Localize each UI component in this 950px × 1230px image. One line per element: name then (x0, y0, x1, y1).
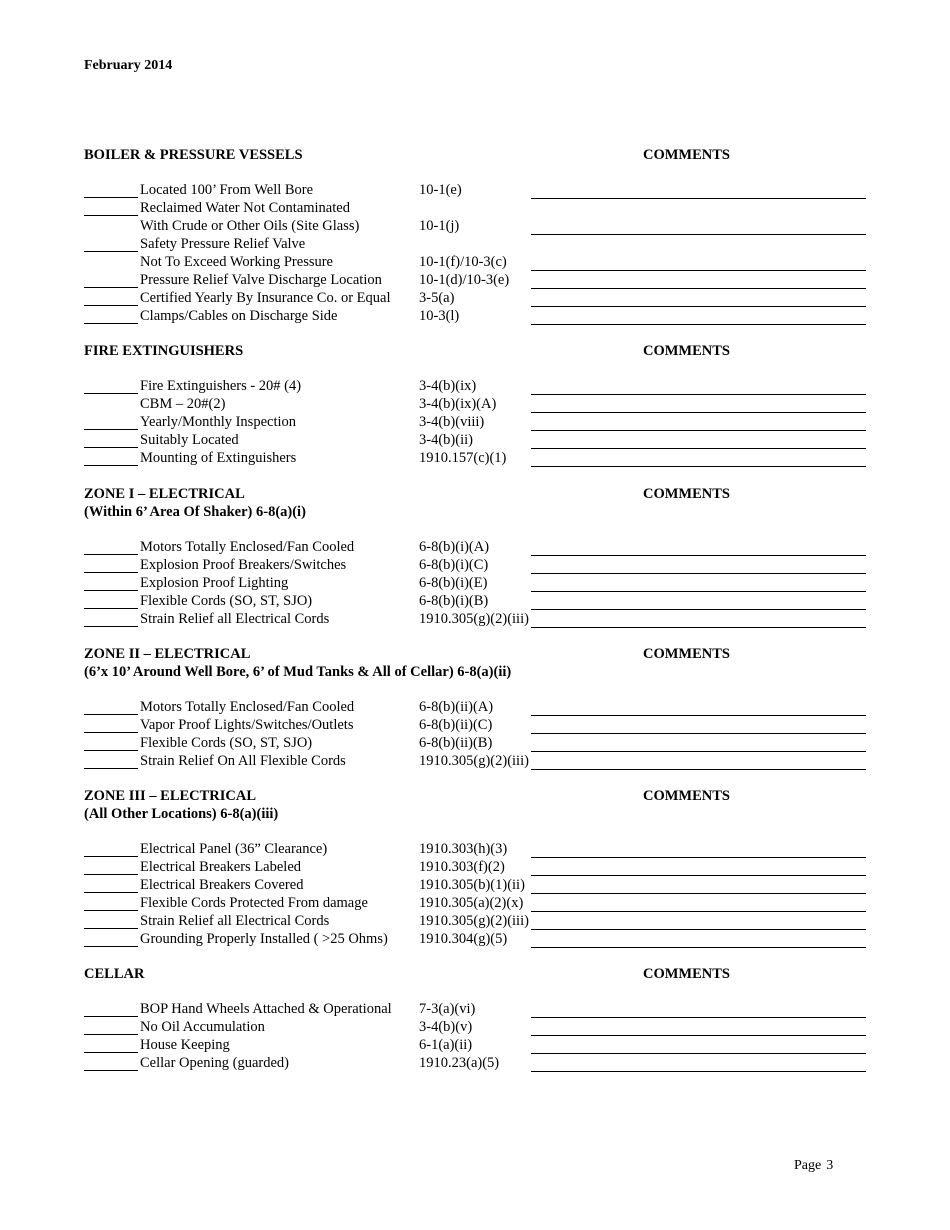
checklist-item (84, 254, 884, 272)
section-zone-ii-electrical (84, 646, 884, 771)
checklist-item (84, 218, 884, 236)
comment-line[interactable] (531, 198, 866, 199)
comment-line[interactable] (531, 715, 866, 716)
check-blank-line[interactable] (84, 768, 138, 769)
checklist-item (84, 200, 884, 218)
regulation-reference: 10-1(d)/10-3(e) (419, 272, 510, 288)
comment-line[interactable] (531, 324, 866, 325)
comment-line[interactable] (531, 857, 866, 858)
item-label: Strain Relief all Electrical Cords (140, 913, 330, 929)
regulation-reference: 6-8(b)(ii)(A) (419, 699, 494, 715)
comment-line[interactable] (531, 893, 866, 894)
checklist-item (84, 717, 884, 735)
comments-heading: COMMENTS (643, 788, 730, 804)
section-subtitle: (All Other Locations) 6-8(a)(iii) (84, 806, 279, 822)
regulation-reference: 10-3(l) (419, 308, 460, 324)
checklist-item (84, 557, 884, 575)
check-blank-line[interactable] (84, 892, 138, 893)
item-label: Cellar Opening (guarded) (140, 1055, 289, 1071)
comments-heading: COMMENTS (643, 486, 730, 502)
check-blank-line[interactable] (84, 393, 138, 394)
check-blank-line[interactable] (84, 215, 138, 216)
check-blank-line[interactable] (84, 1034, 138, 1035)
check-blank-line[interactable] (84, 608, 138, 609)
regulation-reference: 6-8(b)(ii)(C) (419, 717, 493, 733)
item-label: Certified Yearly By Insurance Co. or Equal (140, 290, 391, 306)
check-blank-line[interactable] (84, 554, 138, 555)
regulation-reference: 3-4(b)(ix) (419, 378, 477, 394)
comment-line[interactable] (531, 448, 866, 449)
checklist-item (84, 308, 884, 326)
item-label: Mounting of Extinguishers (140, 450, 297, 466)
comment-line[interactable] (531, 1035, 866, 1036)
checklist-item (84, 1055, 884, 1073)
check-blank-line[interactable] (84, 447, 138, 448)
comment-line[interactable] (531, 947, 866, 948)
regulation-reference: 6-1(a)(ii) (419, 1037, 473, 1053)
checklist-item (84, 913, 884, 931)
item-label: Located 100’ From Well Bore (140, 182, 314, 198)
check-blank-line[interactable] (84, 572, 138, 573)
page-number: 3 (826, 1158, 834, 1173)
checklist-item (84, 290, 884, 308)
comment-line[interactable] (531, 1071, 866, 1072)
document-date: February 2014 (84, 58, 173, 73)
comment-line[interactable] (531, 270, 866, 271)
item-label: Flexible Cords (SO, ST, SJO) (140, 735, 313, 751)
section-title: ZONE I – ELECTRICAL (84, 486, 245, 502)
regulation-reference: 6-8(b)(i)(E) (419, 575, 488, 591)
check-blank-line[interactable] (84, 465, 138, 466)
checklist-item (84, 859, 884, 877)
regulation-reference: 10-1(j) (419, 218, 460, 234)
section-header (84, 646, 884, 664)
comment-line[interactable] (531, 929, 866, 930)
comment-line[interactable] (531, 394, 866, 395)
regulation-reference: 1910.303(h)(3) (419, 841, 508, 857)
checklist-item (84, 895, 884, 913)
comment-line[interactable] (531, 306, 866, 307)
regulation-reference: 3-4(b)(ii) (419, 432, 473, 448)
item-label: No Oil Accumulation (140, 1019, 265, 1035)
check-blank-line[interactable] (84, 626, 138, 627)
section-zone-i-electrical (84, 486, 884, 629)
item-label: Fire Extinguishers - 20# (4) (140, 378, 302, 394)
comment-line[interactable] (531, 1017, 866, 1018)
regulation-reference: 1910.305(g)(2)(iii) (419, 913, 529, 929)
section-header (84, 788, 884, 806)
comment-line[interactable] (531, 430, 866, 431)
check-blank-line[interactable] (84, 429, 138, 430)
checklist-item (84, 539, 884, 557)
item-label: Grounding Properly Installed ( >25 Ohms) (140, 931, 388, 947)
check-blank-line[interactable] (84, 1016, 138, 1017)
item-label: BOP Hand Wheels Attached & Operational (140, 1001, 392, 1017)
checklist-item (84, 236, 884, 254)
check-blank-line[interactable] (84, 910, 138, 911)
page-footer (794, 1158, 833, 1174)
check-blank-line[interactable] (84, 287, 138, 288)
item-label: Flexible Cords Protected From damage (140, 895, 368, 911)
checklist-item (84, 877, 884, 895)
check-blank-line[interactable] (84, 251, 138, 252)
section-title: ZONE II – ELECTRICAL (84, 646, 251, 662)
item-label: Electrical Breakers Covered (140, 877, 304, 893)
item-label: Explosion Proof Breakers/Switches (140, 557, 347, 573)
item-label: Strain Relief all Electrical Cords (140, 611, 330, 627)
item-label: Suitably Located (140, 432, 239, 448)
comment-line[interactable] (531, 751, 866, 752)
check-blank-line[interactable] (84, 732, 138, 733)
check-blank-line[interactable] (84, 856, 138, 857)
checklist-item (84, 699, 884, 717)
item-label: Vapor Proof Lights/Switches/Outlets (140, 717, 354, 733)
comment-line[interactable] (531, 591, 866, 592)
check-blank-line[interactable] (84, 1052, 138, 1053)
checklist-item (84, 575, 884, 593)
comment-line[interactable] (531, 733, 866, 734)
checklist-item (84, 450, 884, 468)
regulation-reference: 1910.303(f)(2) (419, 859, 505, 875)
check-blank-line[interactable] (84, 928, 138, 929)
section-zone-iii-electrical (84, 788, 884, 949)
regulation-reference: 1910.304(g)(5) (419, 931, 508, 947)
regulation-reference: 1910.305(b)(1)(ii) (419, 877, 525, 893)
regulation-reference: 3-4(b)(ix)(A) (419, 396, 497, 412)
comment-line[interactable] (531, 911, 866, 912)
regulation-reference: 6-8(b)(i)(C) (419, 557, 489, 573)
comment-line[interactable] (531, 1053, 866, 1054)
regulation-reference: 1910.23(a)(5) (419, 1055, 500, 1071)
regulation-reference: 6-8(b)(ii)(B) (419, 735, 493, 751)
checklist-item (84, 1001, 884, 1019)
comments-heading: COMMENTS (643, 966, 730, 982)
checklist-item (84, 753, 884, 771)
item-label: With Crude or Other Oils (Site Glass) (140, 218, 360, 234)
comment-line[interactable] (531, 627, 866, 628)
section-subtitle: (Within 6’ Area Of Shaker) 6-8(a)(i) (84, 504, 306, 520)
comment-line[interactable] (531, 769, 866, 770)
check-blank-line[interactable] (84, 714, 138, 715)
comment-line[interactable] (531, 234, 866, 235)
regulation-reference: 1910.305(a)(2)(x) (419, 895, 524, 911)
item-label: Pressure Relief Valve Discharge Location (140, 272, 382, 288)
item-label: Electrical Panel (36” Clearance) (140, 841, 328, 857)
check-blank-line[interactable] (84, 1070, 138, 1071)
comment-line[interactable] (531, 412, 866, 413)
checklist-item (84, 432, 884, 450)
check-blank-line[interactable] (84, 874, 138, 875)
checklist-item (84, 593, 884, 611)
check-blank-line[interactable] (84, 590, 138, 591)
checklist-item (84, 182, 884, 200)
check-blank-line[interactable] (84, 946, 138, 947)
regulation-reference: 7-3(a)(vi) (419, 1001, 476, 1017)
page-label: Page (794, 1158, 822, 1173)
check-blank-line[interactable] (84, 305, 138, 306)
regulation-reference: 10-1(f)/10-3(c) (419, 254, 507, 270)
section-header (84, 147, 884, 165)
regulation-reference: 3-4(b)(viii) (419, 414, 485, 430)
checklist-item (84, 396, 884, 414)
checklist-item (84, 841, 884, 859)
regulation-reference: 10-1(e) (419, 182, 462, 198)
comments-heading: COMMENTS (643, 147, 730, 163)
checklist-item (84, 611, 884, 629)
item-label: Clamps/Cables on Discharge Side (140, 308, 338, 324)
check-blank-line[interactable] (84, 323, 138, 324)
checklist-item (84, 378, 884, 396)
check-blank-line[interactable] (84, 197, 138, 198)
checklist-item (84, 1037, 884, 1055)
section-boiler-pressure-vessels (84, 147, 884, 326)
section-header (84, 486, 884, 504)
section-header (84, 966, 884, 984)
item-label: Motors Totally Enclosed/Fan Cooled (140, 539, 355, 555)
regulation-reference: 1910.305(g)(2)(iii) (419, 753, 529, 769)
item-label: Flexible Cords (SO, ST, SJO) (140, 593, 313, 609)
section-title: BOILER & PRESSURE VESSELS (84, 147, 303, 163)
item-label: Not To Exceed Working Pressure (140, 254, 333, 270)
comment-line[interactable] (531, 466, 866, 467)
checklist-item (84, 735, 884, 753)
checklist-item (84, 1019, 884, 1037)
regulation-reference: 1910.305(g)(2)(iii) (419, 611, 529, 627)
item-label: Explosion Proof Lighting (140, 575, 289, 591)
section-title: ZONE III – ELECTRICAL (84, 788, 257, 804)
item-label: Motors Totally Enclosed/Fan Cooled (140, 699, 355, 715)
section-header (84, 343, 884, 361)
section-title: CELLAR (84, 966, 145, 982)
regulation-reference: 3-5(a) (419, 290, 455, 306)
section-cellar (84, 966, 884, 1073)
comment-line[interactable] (531, 875, 866, 876)
comment-line[interactable] (531, 555, 866, 556)
checklist-item (84, 931, 884, 949)
comments-heading: COMMENTS (643, 646, 730, 662)
item-label: House Keeping (140, 1037, 230, 1053)
section-subtitle: (6’x 10’ Around Well Bore, 6’ of Mud Tanks & All of Cellar) 6-8(a)(ii) (84, 664, 512, 680)
comment-line[interactable] (531, 288, 866, 289)
item-label: Strain Relief On All Flexible Cords (140, 753, 346, 769)
item-label: Electrical Breakers Labeled (140, 859, 302, 875)
regulation-reference: 3-4(b)(v) (419, 1019, 473, 1035)
checklist-item (84, 414, 884, 432)
item-label: Reclaimed Water Not Contaminated (140, 200, 350, 216)
item-label: Safety Pressure Relief Valve (140, 236, 306, 252)
comments-heading: COMMENTS (643, 343, 730, 359)
section-title: FIRE EXTINGUISHERS (84, 343, 244, 359)
comment-line[interactable] (531, 609, 866, 610)
regulation-reference: 6-8(b)(i)(A) (419, 539, 490, 555)
checklist-item (84, 272, 884, 290)
item-label: Yearly/Monthly Inspection (140, 414, 297, 430)
comment-line[interactable] (531, 573, 866, 574)
item-label: CBM – 20#(2) (140, 396, 226, 412)
regulation-reference: 6-8(b)(i)(B) (419, 593, 489, 609)
check-blank-line[interactable] (84, 750, 138, 751)
section-fire-extinguishers (84, 343, 884, 468)
regulation-reference: 1910.157(c)(1) (419, 450, 507, 466)
